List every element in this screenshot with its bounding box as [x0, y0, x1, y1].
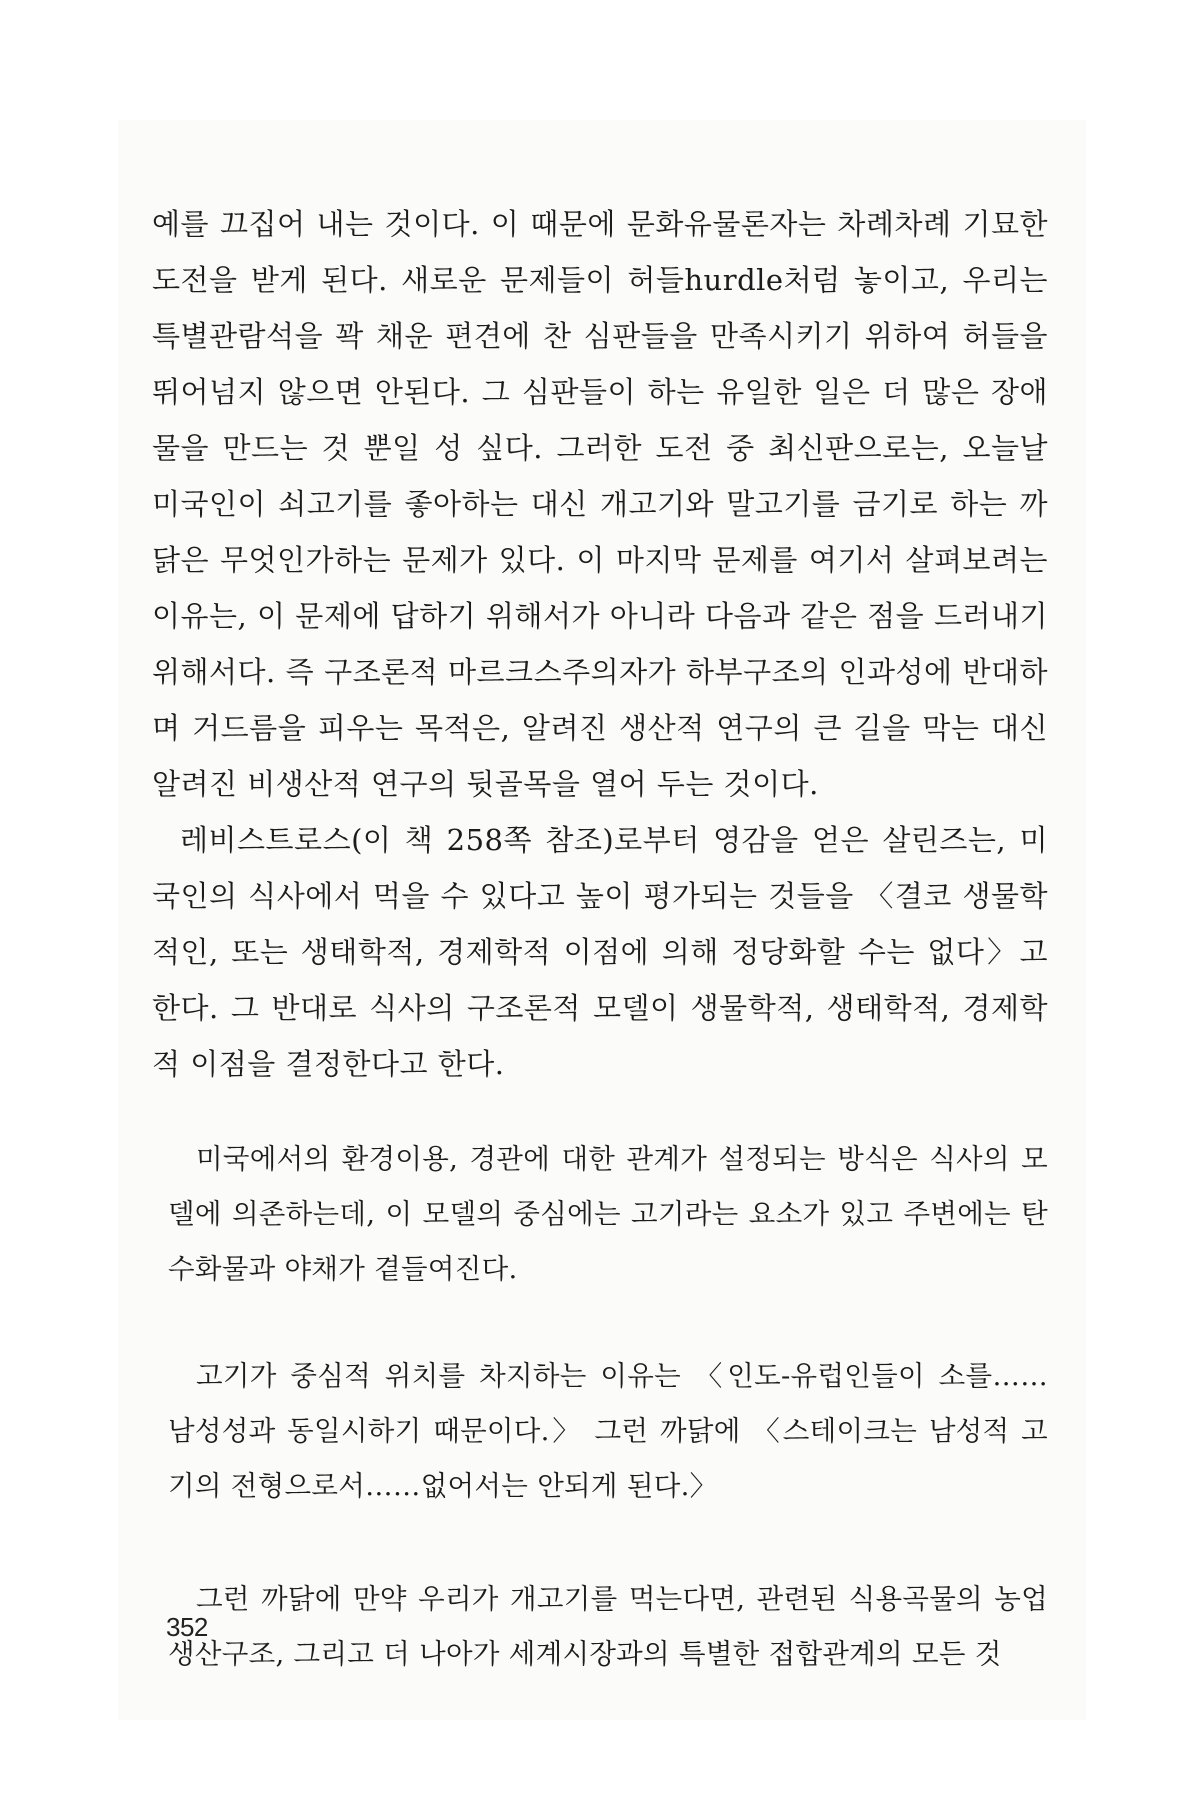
- block-quote: 미국에서의 환경이용, 경관에 대한 관계가 설정되는 방식은 식사의 모델에 의존하는데, 이 모델의 중심에는 고기라는 요소가 있고 주변에는 탄수화물과 야채가 곁들여진다.: [168, 1143, 1048, 1285]
- page-body: [152, 196, 1048, 1682]
- page-number: 352: [166, 1612, 208, 1642]
- body-paragraph: 레비스트로스(이 책 258쪽 참조)로부터 영감을 얻은 살린즈는, 미국인의 식사에서 먹을 수 있다고 높이 평가되는 것들을 〈결코 생물학적인, 또는 생태학적, 경제학적 이점에 의해 정당화할 수는 없다〉고 한다. 그 반대로 식사의 구조론적 모델이 생물학적, 생태학적, 경제학적 이점을 결정한다고 한다.: [152, 823, 1048, 1081]
- block-quote: 고기가 중심적 위치를 차지하는 이유는 〈인도-유럽인들이 소를…… 남성성과 동일시하기 때문이다.〉 그런 까닭에 〈스테이크는 남성적 고기의 전형으로서……없어서는 안되게 된다.〉: [168, 1360, 1048, 1502]
- body-paragraph: 예를 끄집어 내는 것이다. 이 때문에 문화유물론자는 차례차례 기묘한 도전을 받게 된다. 새로운 문제들이 허들hurdle처럼 놓이고, 우리는 특별관람석을 꽉 채운 편견에 찬 심판들을 만족시키기 위하여 허들을 뛰어넘지 않으면 안된다. 그 심판들이 하는 유일한 일은 더 많은 장애물을 만드는 것 뿐일 성 싶다. 그러한 도전 중 최신판으로는, 오늘날 미국인이 쇠고기를 좋아하는 대신 개고기와 말고기를 금기로 하는 까닭은 무엇인가하는 문제가 있다. 이 마지막 문제를 여기서 살펴보려는 이유는, 이 문제에 답하기 위해서가 아니라 다음과 같은 점을 드러내기 위해서다. 즉 구조론적 마르크스주의자가 하부구조의 인과성에 반대하며 거드름을 피우는 목적은, 알려진 생산적 연구의 큰 길을 막는 대신 알려진 비생산적 연구의 뒷골목을 열어 두는 것이다.: [152, 207, 1048, 801]
- block-quote: 그런 까닭에 만약 우리가 개고기를 먹는다면, 관련된 식용곡물의 농업생산구조, 그리고 더 나아가 세계시장과의 특별한 접합관계의 모든 것: [168, 1583, 1048, 1670]
